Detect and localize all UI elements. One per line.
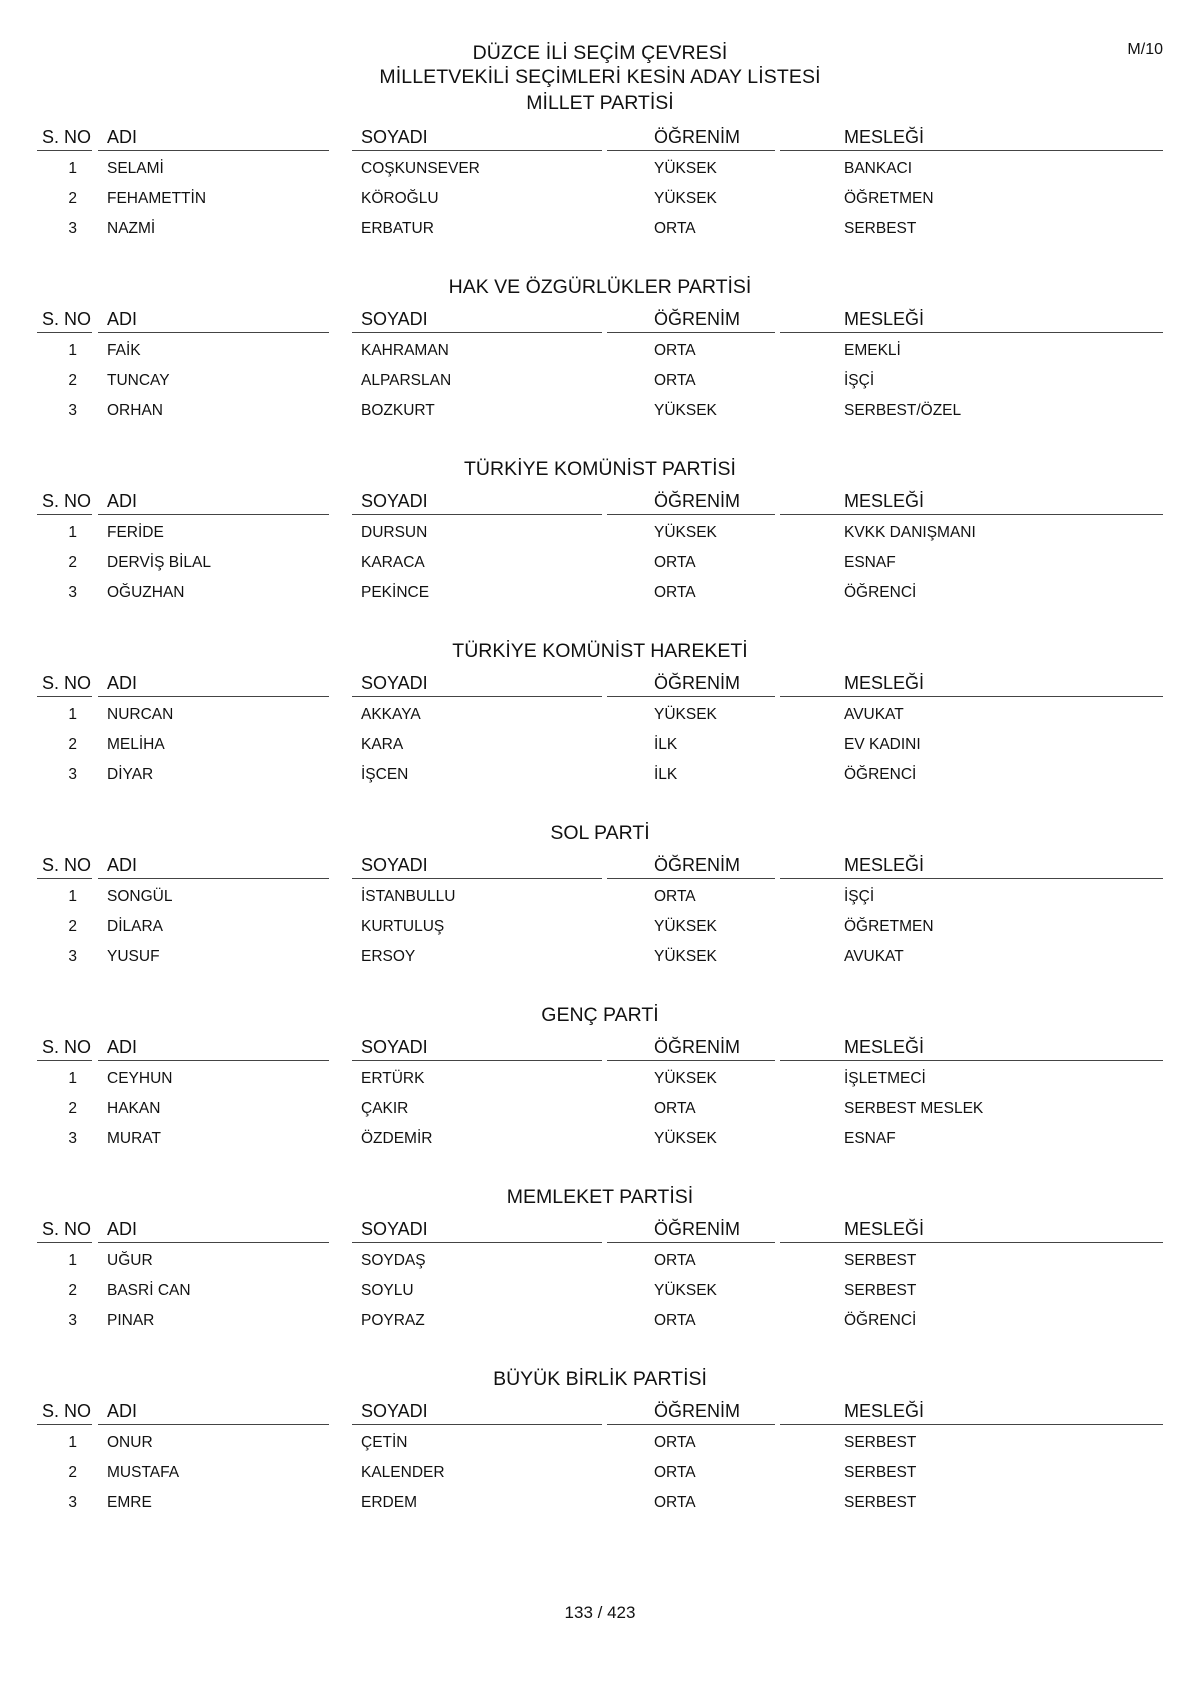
header-underline [98, 150, 329, 151]
cell-soyadi: ALPARSLAN [361, 372, 452, 389]
cell-soyadi: KALENDER [361, 1464, 445, 1481]
cell-no: 1 [68, 1252, 77, 1269]
cell-soyadi: ÇAKIR [361, 1100, 409, 1117]
header-underline [780, 1060, 1163, 1061]
column-header-soyadi: SOYADI [361, 1037, 428, 1057]
cell-ogrenim: YÜKSEK [654, 1282, 717, 1299]
cell-meslegi: ÖĞRETMEN [844, 918, 934, 935]
cell-meslegi: ÖĞRENCİ [844, 1312, 917, 1329]
header-underline [37, 332, 92, 333]
cell-ogrenim: ORTA [654, 1100, 696, 1117]
header-underline [607, 878, 775, 879]
header-underline [352, 514, 602, 515]
candidate-rows [37, 1431, 1163, 1521]
table-row [37, 1067, 1163, 1097]
header-underline [352, 150, 602, 151]
table-row [37, 1309, 1163, 1339]
cell-adi: ORHAN [107, 402, 163, 419]
column-header-soyadi: SOYADI [361, 127, 428, 147]
cell-adi: MELİHA [107, 736, 165, 753]
table-row [37, 581, 1163, 611]
cell-ogrenim: YÜKSEK [654, 706, 717, 723]
header-line-1: DÜZCE İLİ SEÇİM ÇEVRESİ [472, 42, 728, 64]
cell-soyadi: KARA [361, 736, 404, 753]
cell-soyadi: KURTULUŞ [361, 918, 445, 935]
table-row [37, 703, 1163, 733]
cell-meslegi: SERBEST MESLEK [844, 1100, 984, 1117]
cell-meslegi: EV KADINI [844, 736, 921, 753]
column-header-adi: ADI [107, 127, 138, 147]
cell-meslegi: AVUKAT [844, 948, 904, 965]
cell-no: 2 [68, 1464, 77, 1481]
cell-soyadi: POYRAZ [361, 1312, 425, 1329]
header-underline [607, 1242, 775, 1243]
cell-no: 3 [68, 220, 77, 237]
header-underline [37, 878, 92, 879]
cell-soyadi: COŞKUNSEVER [361, 160, 480, 177]
column-header-adi: ADI [107, 1401, 138, 1421]
column-header-no: S. NO [42, 1401, 92, 1421]
cell-meslegi: BANKACI [844, 160, 913, 177]
cell-adi: NAZMİ [107, 220, 156, 237]
header-underline [98, 878, 329, 879]
cell-no: 3 [68, 402, 77, 419]
column-header-no: S. NO [42, 127, 92, 147]
cell-adi: FERİDE [107, 524, 164, 541]
cell-soyadi: BOZKURT [361, 402, 435, 419]
cell-adi: EMRE [107, 1494, 152, 1511]
column-header-soyadi: SOYADI [361, 491, 428, 511]
party-title: BÜYÜK BİRLİK PARTİSİ [493, 1368, 707, 1390]
cell-no: 2 [68, 372, 77, 389]
cell-ogrenim: ORTA [654, 220, 696, 237]
column-header-ogrenim: ÖĞRENİM [654, 673, 741, 693]
cell-adi: DİLARA [107, 918, 163, 935]
party-title: SOL PARTİ [550, 822, 650, 844]
cell-meslegi: ESNAF [844, 554, 896, 571]
column-header-adi: ADI [107, 309, 138, 329]
header-underline [780, 1424, 1163, 1425]
cell-ogrenim: YÜKSEK [654, 948, 717, 965]
party-title: HAK VE ÖZGÜRLÜKLER PARTİSİ [448, 276, 752, 298]
cell-no: 1 [68, 1434, 77, 1451]
cell-soyadi: AKKAYA [361, 706, 421, 723]
column-header-no: S. NO [42, 491, 92, 511]
header-underline [352, 696, 602, 697]
column-header-ogrenim: ÖĞRENİM [654, 491, 741, 511]
cell-ogrenim: ORTA [654, 1252, 696, 1269]
table-row [37, 399, 1163, 429]
candidate-lists [37, 92, 1163, 1583]
cell-adi: UĞUR [107, 1252, 153, 1269]
cell-meslegi: KVKK DANIŞMANI [844, 524, 976, 541]
party-title: GENÇ PARTİ [541, 1004, 659, 1026]
column-header-soyadi: SOYADI [361, 855, 428, 875]
column-header-ogrenim: ÖĞRENİM [654, 1219, 741, 1239]
column-header-adi: ADI [107, 491, 138, 511]
table-row [37, 1279, 1163, 1309]
document-header [0, 41, 1200, 89]
cell-meslegi: SERBEST [844, 1464, 917, 1481]
header-underline [98, 1242, 329, 1243]
party-title: TÜRKİYE KOMÜNİST HAREKETİ [452, 640, 748, 662]
header-underline [352, 878, 602, 879]
cell-soyadi: İŞCEN [361, 766, 409, 783]
cell-no: 1 [68, 1070, 77, 1087]
cell-meslegi: İŞÇİ [844, 888, 875, 905]
column-header-ogrenim: ÖĞRENİM [654, 309, 741, 329]
table-row [37, 187, 1163, 217]
cell-soyadi: KARACA [361, 554, 425, 571]
cell-no: 1 [68, 888, 77, 905]
header-underline [98, 1060, 329, 1061]
cell-adi: NURCAN [107, 706, 174, 723]
cell-no: 3 [68, 766, 77, 783]
cell-soyadi: ÇETİN [361, 1434, 408, 1451]
cell-soyadi: PEKİNCE [361, 584, 430, 601]
header-underline [607, 1060, 775, 1061]
cell-ogrenim: YÜKSEK [654, 160, 717, 177]
cell-no: 3 [68, 584, 77, 601]
column-header-adi: ADI [107, 1219, 138, 1239]
header-underline [37, 1060, 92, 1061]
header-underline [98, 1424, 329, 1425]
candidate-rows [37, 1249, 1163, 1339]
table-row [37, 945, 1163, 975]
column-header-row [37, 673, 1163, 695]
table-row [37, 763, 1163, 793]
cell-no: 2 [68, 1282, 77, 1299]
column-header-meslegi: MESLEĞİ [844, 855, 925, 875]
table-row [37, 339, 1163, 369]
header-underline [98, 332, 329, 333]
header-line-2: MİLLETVEKİLİ SEÇİMLERİ KESİN ADAY LİSTESİ [379, 66, 821, 88]
table-row [37, 885, 1163, 915]
cell-soyadi: SOYDAŞ [361, 1252, 426, 1269]
column-header-no: S. NO [42, 309, 92, 329]
cell-meslegi: ÖĞRETMEN [844, 190, 934, 207]
table-row [37, 1127, 1163, 1157]
cell-no: 1 [68, 342, 77, 359]
header-underline [607, 696, 775, 697]
cell-no: 3 [68, 1494, 77, 1511]
cell-ogrenim: İLK [654, 736, 678, 753]
cell-ogrenim: YÜKSEK [654, 190, 717, 207]
candidate-rows [37, 703, 1163, 793]
column-header-meslegi: MESLEĞİ [844, 309, 925, 329]
column-header-adi: ADI [107, 855, 138, 875]
cell-adi: DİYAR [107, 766, 154, 783]
cell-soyadi: DURSUN [361, 524, 428, 541]
cell-adi: PINAR [107, 1312, 155, 1329]
cell-ogrenim: YÜKSEK [654, 402, 717, 419]
header-underline [780, 514, 1163, 515]
cell-adi: SELAMİ [107, 160, 164, 177]
cell-meslegi: ÖĞRENCİ [844, 766, 917, 783]
header-underline [607, 332, 775, 333]
header-underline [37, 150, 92, 151]
cell-no: 3 [68, 1312, 77, 1329]
cell-adi: ONUR [107, 1434, 153, 1451]
cell-ogrenim: ORTA [654, 1494, 696, 1511]
column-header-no: S. NO [42, 855, 92, 875]
cell-meslegi: SERBEST [844, 1282, 917, 1299]
cell-meslegi: AVUKAT [844, 706, 904, 723]
column-header-meslegi: MESLEĞİ [844, 491, 925, 511]
column-header-row [37, 855, 1163, 877]
column-header-row [37, 1401, 1163, 1423]
header-underline [780, 1242, 1163, 1243]
party-section [37, 1368, 1163, 1583]
cell-soyadi: KAHRAMAN [361, 342, 449, 359]
cell-adi: CEYHUN [107, 1070, 173, 1087]
cell-ogrenim: ORTA [654, 1312, 696, 1329]
cell-no: 1 [68, 706, 77, 723]
column-header-row [37, 309, 1163, 331]
cell-meslegi: SERBEST [844, 220, 917, 237]
page-number: 133 / 423 [564, 1603, 636, 1622]
cell-adi: OĞUZHAN [107, 584, 185, 601]
header-underline [98, 696, 329, 697]
header-underline [37, 1242, 92, 1243]
cell-soyadi: ERSOY [361, 948, 416, 965]
column-header-ogrenim: ÖĞRENİM [654, 855, 741, 875]
cell-meslegi: SERBEST/ÖZEL [844, 402, 962, 419]
table-row [37, 217, 1163, 247]
column-header-meslegi: MESLEĞİ [844, 1401, 925, 1421]
column-header-meslegi: MESLEĞİ [844, 1219, 925, 1239]
party-title: MEMLEKET PARTİSİ [506, 1186, 694, 1208]
cell-ogrenim: ORTA [654, 342, 696, 359]
cell-ogrenim: ORTA [654, 554, 696, 571]
column-header-ogrenim: ÖĞRENİM [654, 127, 741, 147]
header-underline [98, 514, 329, 515]
cell-adi: TUNCAY [107, 372, 170, 389]
cell-ogrenim: ORTA [654, 584, 696, 601]
column-header-adi: ADI [107, 673, 138, 693]
header-underline [607, 1424, 775, 1425]
cell-no: 2 [68, 1100, 77, 1117]
column-header-row [37, 1219, 1163, 1241]
cell-no: 1 [68, 160, 77, 177]
cell-ogrenim: ORTA [654, 372, 696, 389]
page-code: M/10 [1127, 41, 1163, 58]
cell-adi: HAKAN [107, 1100, 161, 1117]
column-header-meslegi: MESLEĞİ [844, 1037, 925, 1057]
header-underline [607, 514, 775, 515]
cell-meslegi: İŞLETMECİ [844, 1070, 926, 1087]
table-row [37, 1097, 1163, 1127]
cell-adi: BASRİ CAN [107, 1282, 191, 1299]
cell-adi: MURAT [107, 1130, 161, 1147]
table-row [37, 369, 1163, 399]
cell-no: 2 [68, 190, 77, 207]
candidate-rows [37, 521, 1163, 611]
cell-adi: DERVİŞ BİLAL [107, 554, 211, 571]
cell-ogrenim: YÜKSEK [654, 524, 717, 541]
column-header-soyadi: SOYADI [361, 673, 428, 693]
column-header-row [37, 491, 1163, 513]
table-row [37, 1431, 1163, 1461]
cell-no: 2 [68, 736, 77, 753]
header-underline [37, 696, 92, 697]
party-title: TÜRKİYE KOMÜNİST PARTİSİ [464, 458, 736, 480]
cell-meslegi: SERBEST [844, 1434, 917, 1451]
cell-meslegi: İŞÇİ [844, 372, 875, 389]
cell-adi: FAİK [107, 342, 141, 359]
cell-no: 3 [68, 1130, 77, 1147]
cell-ogrenim: YÜKSEK [654, 1130, 717, 1147]
cell-soyadi: ERTÜRK [361, 1070, 425, 1087]
cell-adi: YUSUF [107, 948, 160, 965]
header-underline [37, 1424, 92, 1425]
cell-no: 2 [68, 918, 77, 935]
cell-soyadi: İSTANBULLU [361, 888, 456, 905]
table-row [37, 157, 1163, 187]
cell-adi: SONGÜL [107, 888, 173, 905]
cell-soyadi: ERDEM [361, 1494, 417, 1511]
header-underline [607, 150, 775, 151]
cell-no: 3 [68, 948, 77, 965]
column-header-soyadi: SOYADI [361, 1401, 428, 1421]
column-header-soyadi: SOYADI [361, 1219, 428, 1239]
cell-ogrenim: YÜKSEK [654, 918, 717, 935]
cell-adi: FEHAMETTİN [107, 190, 207, 207]
candidate-rows [37, 339, 1163, 429]
column-header-ogrenim: ÖĞRENİM [654, 1037, 741, 1057]
cell-ogrenim: YÜKSEK [654, 1070, 717, 1087]
header-underline [352, 1424, 602, 1425]
cell-ogrenim: ORTA [654, 1434, 696, 1451]
cell-soyadi: ÖZDEMİR [361, 1130, 433, 1147]
header-underline [37, 514, 92, 515]
header-underline [352, 1242, 602, 1243]
column-header-row [37, 1037, 1163, 1059]
table-row [37, 1249, 1163, 1279]
candidate-rows [37, 885, 1163, 975]
table-row [37, 915, 1163, 945]
column-header-no: S. NO [42, 673, 92, 693]
candidate-rows [37, 157, 1163, 247]
table-row [37, 521, 1163, 551]
party-title: MİLLET PARTİSİ [526, 92, 674, 114]
column-header-meslegi: MESLEĞİ [844, 673, 925, 693]
candidate-rows [37, 1067, 1163, 1157]
cell-no: 2 [68, 554, 77, 571]
cell-ogrenim: ORTA [654, 1464, 696, 1481]
header-underline [780, 878, 1163, 879]
cell-soyadi: SOYLU [361, 1282, 414, 1299]
header-underline [352, 1060, 602, 1061]
column-header-ogrenim: ÖĞRENİM [654, 1401, 741, 1421]
cell-no: 1 [68, 524, 77, 541]
cell-adi: MUSTAFA [107, 1464, 180, 1481]
table-row [37, 551, 1163, 581]
header-underline [780, 150, 1163, 151]
cell-meslegi: ESNAF [844, 1130, 896, 1147]
column-header-no: S. NO [42, 1037, 92, 1057]
table-row [37, 733, 1163, 763]
header-underline [780, 696, 1163, 697]
column-header-adi: ADI [107, 1037, 138, 1057]
cell-meslegi: EMEKLİ [844, 342, 901, 359]
cell-meslegi: SERBEST [844, 1252, 917, 1269]
cell-ogrenim: İLK [654, 766, 678, 783]
cell-soyadi: ERBATUR [361, 220, 434, 237]
cell-ogrenim: ORTA [654, 888, 696, 905]
cell-soyadi: KÖROĞLU [361, 190, 439, 207]
header-underline [780, 332, 1163, 333]
column-header-soyadi: SOYADI [361, 309, 428, 329]
cell-meslegi: SERBEST [844, 1494, 917, 1511]
column-header-row [37, 127, 1163, 149]
table-row [37, 1491, 1163, 1521]
column-header-meslegi: MESLEĞİ [844, 127, 925, 147]
header-underline [352, 332, 602, 333]
column-header-no: S. NO [42, 1219, 92, 1239]
table-row [37, 1461, 1163, 1491]
cell-meslegi: ÖĞRENCİ [844, 584, 917, 601]
